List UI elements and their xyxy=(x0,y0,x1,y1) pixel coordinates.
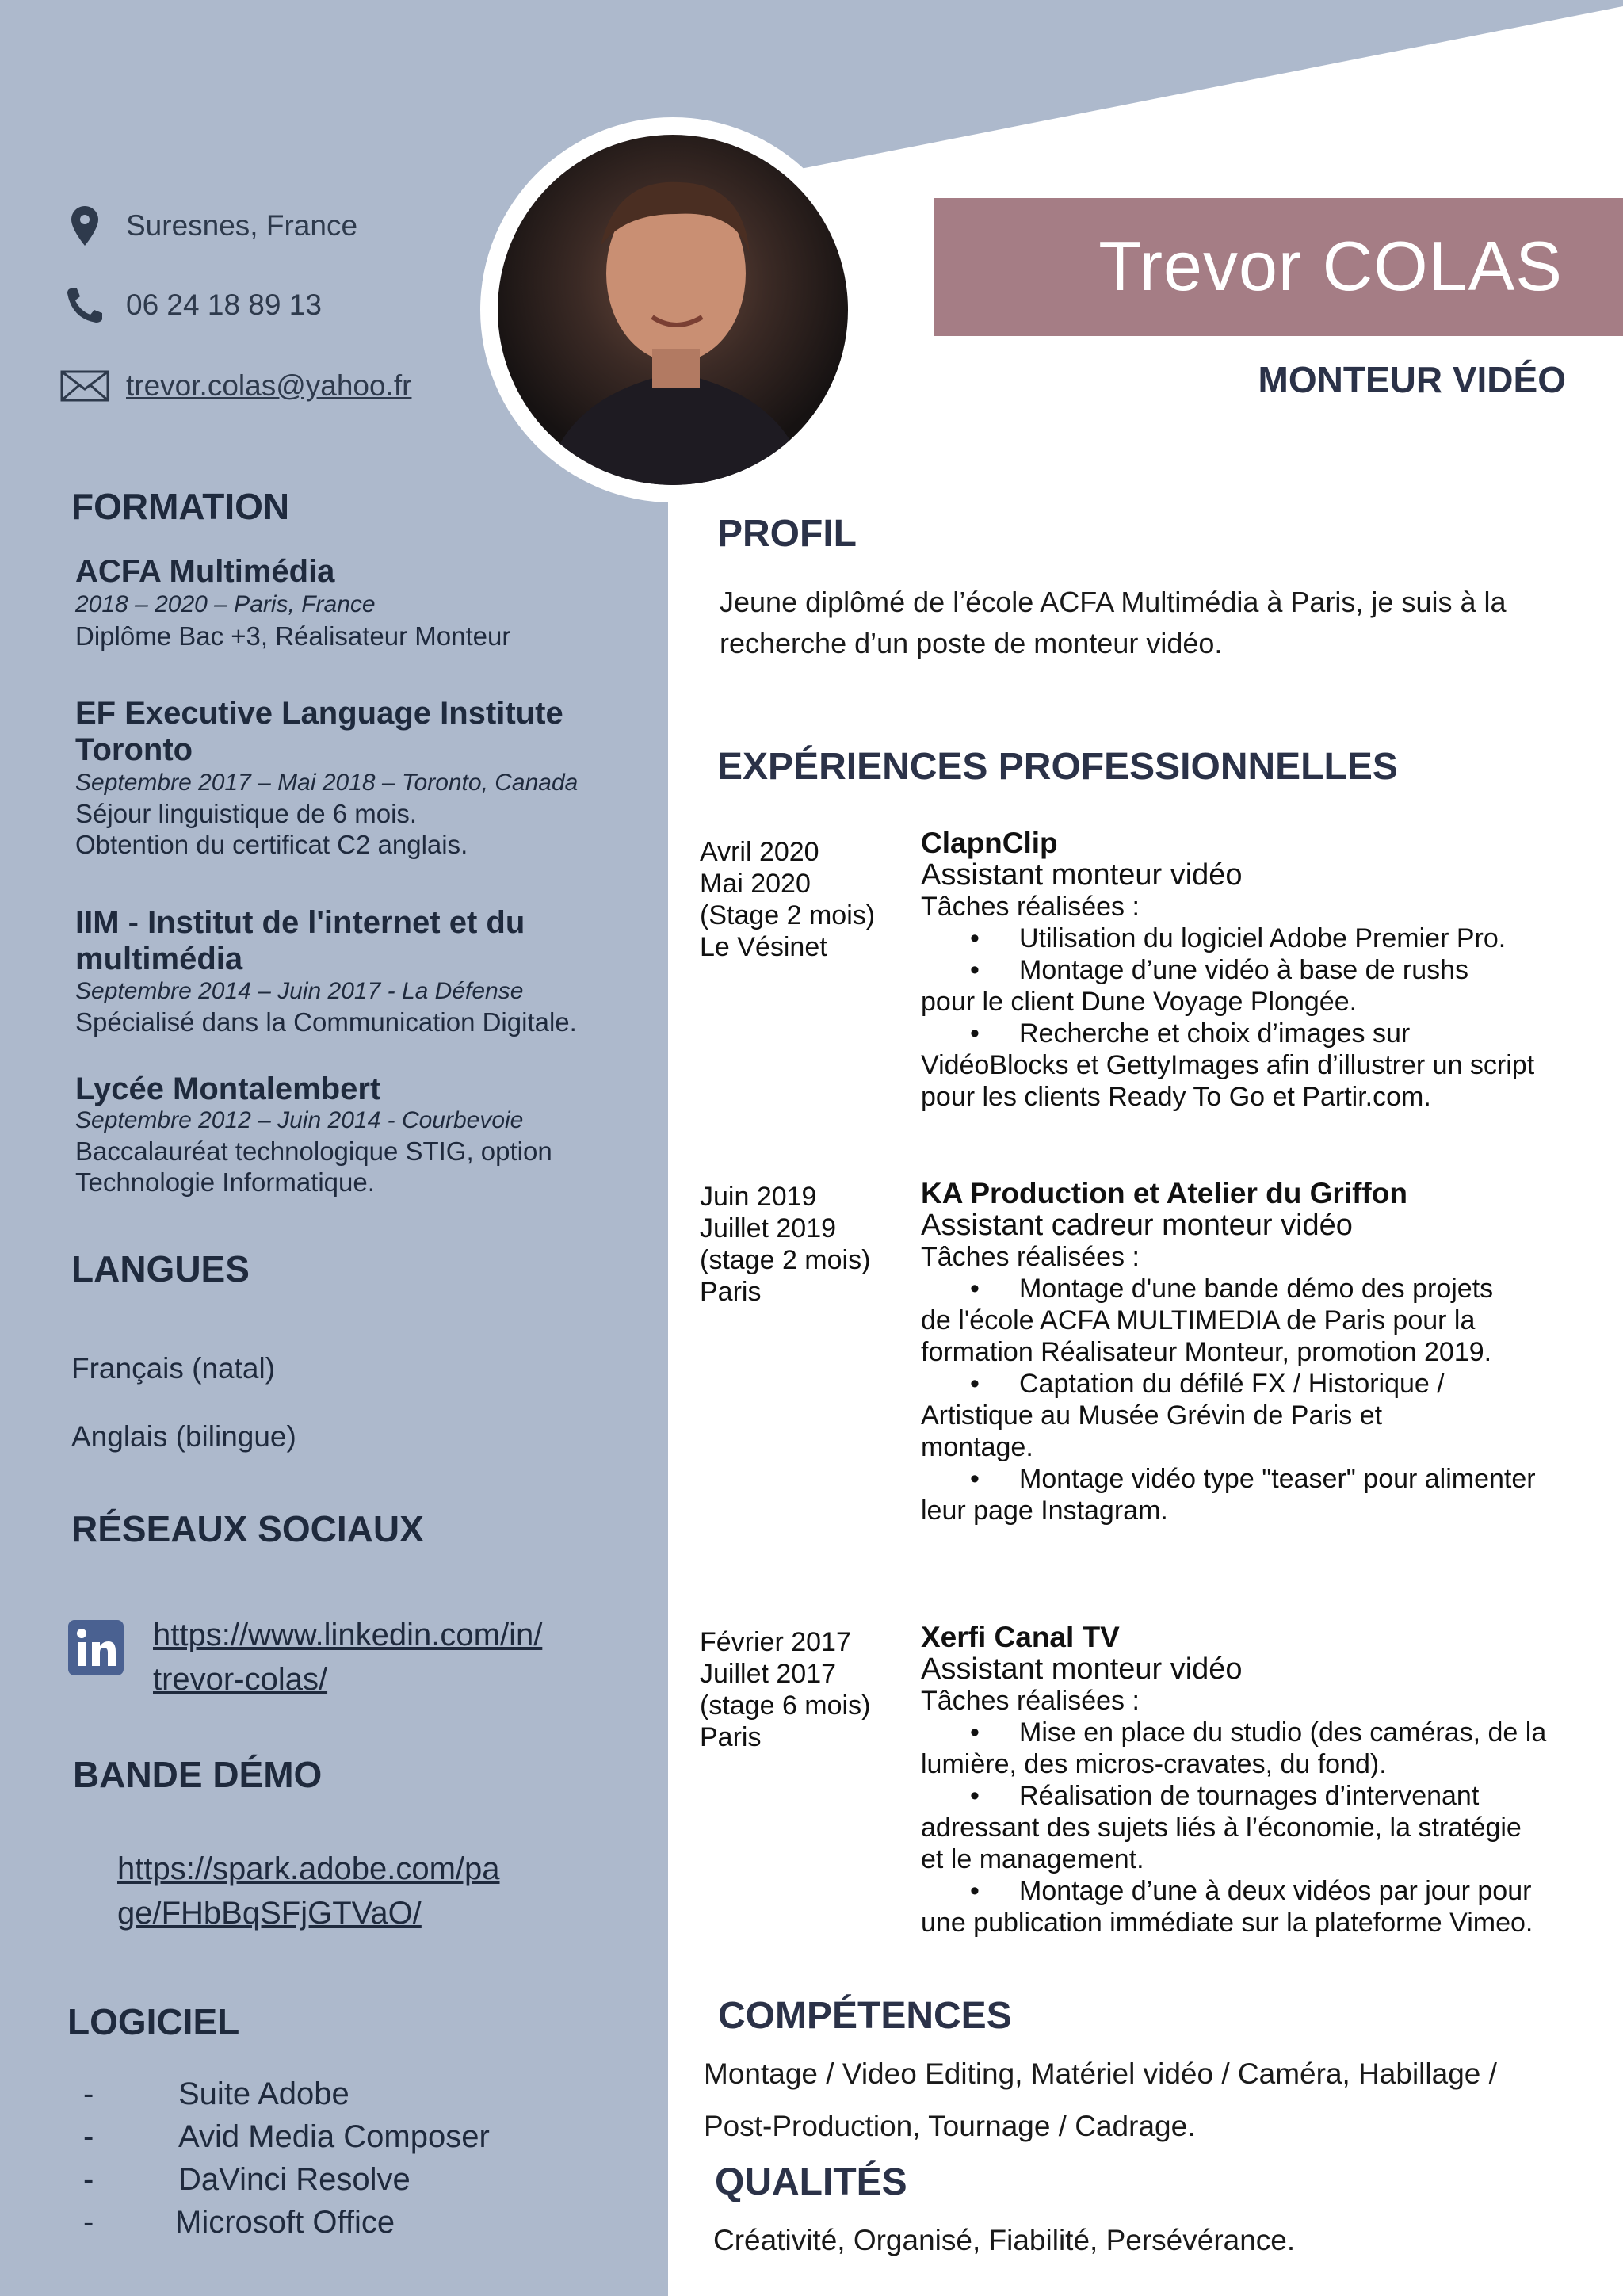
experience-date-line: (stage 6 mois) xyxy=(700,1690,871,1721)
experience-task-text: Captation du défilé FX / Historique / xyxy=(1019,1369,1445,1399)
experience-task-line xyxy=(921,1875,1571,1907)
bullet-icon: • xyxy=(970,923,980,953)
experience-task-list xyxy=(921,1717,1571,1939)
experience-task-line: une publication immédiate sur la plateforme Vimeo. xyxy=(921,1908,1533,1938)
experience-date-line: Avril 2020 xyxy=(700,837,819,867)
profil-line: Jeune diplômé de l’école ACFA Multimédia à Paris, je suis à la xyxy=(720,586,1507,618)
bullet-icon: • xyxy=(970,1464,980,1494)
profile-photo xyxy=(498,135,848,485)
experience-task-line xyxy=(921,1780,1571,1812)
experience-task-line xyxy=(921,1018,1571,1049)
experience-date-line: Le Vésinet xyxy=(700,932,827,962)
experience-task-text: Montage d'une bande démo des projets xyxy=(1019,1274,1494,1304)
experience-role: Assistant cadreur monteur vidéo xyxy=(921,1209,1353,1242)
software-label: Microsoft Office xyxy=(175,2205,395,2240)
experience-company: Xerfi Canal TV xyxy=(921,1621,1120,1653)
bullet-icon: • xyxy=(970,955,980,985)
experience-date-line: (stage 2 mois) xyxy=(700,1245,871,1275)
job-title: MONTEUR VIDÉO xyxy=(1258,359,1566,400)
profil-text xyxy=(720,582,1599,664)
linkedin-link-block[interactable] xyxy=(153,1613,542,1702)
phone-icon xyxy=(59,285,110,325)
experience-task-list xyxy=(921,923,1571,1113)
software-label: Suite Adobe xyxy=(178,2076,349,2111)
experience-task-line: lumière, des micros-cravates, du fond). xyxy=(921,1749,1387,1779)
experience-entry xyxy=(921,827,1571,1113)
formation-item-desc: Technologie Informatique. xyxy=(75,1167,375,1197)
top-wedge-shape xyxy=(0,0,1623,206)
contact-email xyxy=(59,362,411,410)
experience-task-line xyxy=(921,1717,1571,1748)
experience-task-line: de l'école ACFA MULTIMEDIA de Paris pour la xyxy=(921,1305,1476,1335)
bullet-icon: • xyxy=(970,1369,980,1399)
software-label: DaVinci Resolve xyxy=(178,2162,411,2197)
experience-task-line: Artistique au Musée Grévin de Paris et xyxy=(921,1400,1383,1431)
reseaux-heading: RÉSEAUX SOCIAUX xyxy=(71,1508,424,1549)
qualites-heading: QUALITÉS xyxy=(715,2161,907,2203)
experience-task-line: pour les clients Ready To Go et Partir.com. xyxy=(921,1082,1431,1112)
linkedin-link-line: trevor-colas/ xyxy=(153,1662,328,1697)
experience-task-line: et le management. xyxy=(921,1844,1144,1874)
experience-task-text: Réalisation de tournages d’intervenant xyxy=(1019,1781,1480,1811)
demo-link-line: ge/FHbBqSFjGTVaO/ xyxy=(117,1896,422,1931)
competences-line: Post-Production, Tournage / Cadrage. xyxy=(704,2110,1196,2142)
experience-task-line xyxy=(921,923,1571,954)
experience-dates xyxy=(700,836,906,963)
experience-task-line: formation Réalisateur Monteur, promotion 2019. xyxy=(921,1337,1492,1367)
formation-item-meta: Septembre 2017 – Mai 2018 – Toronto, Canada xyxy=(75,770,579,796)
experience-date-line: Juillet 2017 xyxy=(700,1659,837,1689)
software-dash: - xyxy=(83,2162,94,2197)
formation-item-meta: 2018 – 2020 – Paris, France xyxy=(75,591,376,617)
formation-item-desc: Séjour linguistique de 6 mois. xyxy=(75,799,418,828)
email-link[interactable]: trevor.colas@yahoo.fr xyxy=(126,369,412,402)
experience-date-line: (Stage 2 mois) xyxy=(700,900,876,930)
linkedin-link-line: https://www.linkedin.com/in/ xyxy=(153,1618,543,1652)
experience-tasks-label: Tâches réalisées : xyxy=(921,1242,1140,1272)
candidate-name: Trevor COLAS xyxy=(1098,227,1563,305)
experience-tasks-label: Tâches réalisées : xyxy=(921,1686,1140,1716)
demo-heading: BANDE DÉMO xyxy=(73,1754,323,1795)
competences-line: Montage / Video Editing, Matériel vidéo / Caméra, Habillage / xyxy=(704,2057,1497,2090)
software-item xyxy=(83,2162,411,2198)
experience-task-text: Montage vidéo type "teaser" pour alimenter xyxy=(1019,1464,1536,1494)
experience-date-line: Juin 2019 xyxy=(700,1182,817,1212)
experience-company: ClapnClip xyxy=(921,827,1058,859)
experience-date-line: Paris xyxy=(700,1277,762,1307)
bullet-icon: • xyxy=(970,1876,980,1906)
experience-task-text: Montage d’une vidéo à base de rushs xyxy=(1019,955,1469,985)
software-dash: - xyxy=(83,2205,94,2240)
experience-company: KA Production et Atelier du Griffon xyxy=(921,1177,1407,1209)
experience-task-line xyxy=(921,1368,1571,1400)
experience-task-text: Recherche et choix d’images sur xyxy=(1019,1018,1411,1049)
formation-item-name: ACFA Multimédia xyxy=(75,554,335,589)
experience-task-line: pour le client Dune Voyage Plongée. xyxy=(921,987,1358,1017)
bullet-icon: • xyxy=(970,1717,980,1748)
experience-dates xyxy=(700,1181,906,1308)
formation-item-desc: Obtention du certificat C2 anglais. xyxy=(75,830,468,859)
experience-role: Assistant monteur vidéo xyxy=(921,1652,1243,1686)
contact-phone xyxy=(59,281,322,329)
experience-task-list xyxy=(921,1273,1571,1526)
experience-entry xyxy=(921,1622,1571,1939)
experiences-heading: EXPÉRIENCES PROFESSIONNELLES xyxy=(717,746,1398,788)
software-dash: - xyxy=(83,2119,94,2154)
experience-date-line: Février 2017 xyxy=(700,1627,851,1657)
formation-item-name: EF Executive Language Institute Toronto xyxy=(75,696,563,767)
qualites-text: Créativité, Organisé, Fiabilité, Persévérance. xyxy=(713,2224,1296,2256)
bullet-icon: • xyxy=(970,1781,980,1811)
profil-heading: PROFIL xyxy=(717,513,857,555)
phone-text: 06 24 18 89 13 xyxy=(126,288,322,321)
location-text: Suresnes, France xyxy=(126,209,358,242)
formation-item-desc: Spécialisé dans la Communication Digitale. xyxy=(75,1007,577,1037)
competences-heading: COMPÉTENCES xyxy=(718,1995,1012,2037)
software-dash: - xyxy=(83,2076,94,2111)
experience-task-line: adressant des sujets liés à l’économie, la stratégie xyxy=(921,1813,1522,1843)
formation-item-name: IIM - Institut de l'internet et du multimédia xyxy=(75,905,525,976)
competences-text xyxy=(704,2048,1607,2153)
experience-task-line xyxy=(921,1463,1571,1495)
experience-task-text: Montage d’une à deux vidéos par jour pour xyxy=(1019,1876,1532,1906)
formation-item-desc: Baccalauréat technologique STIG, option xyxy=(75,1137,552,1166)
formation-heading: FORMATION xyxy=(71,486,290,527)
software-label: Avid Media Composer xyxy=(178,2119,490,2154)
software-item xyxy=(83,2205,395,2241)
experience-dates xyxy=(700,1626,906,1753)
language-item: Français (natal) xyxy=(71,1352,276,1385)
formation-item-meta: Septembre 2014 – Juin 2017 - La Défense xyxy=(75,978,524,1004)
formation-item-desc: Diplôme Bac +3, Réalisateur Monteur xyxy=(75,621,511,651)
formation-item-name: Lycée Montalembert xyxy=(75,1072,381,1106)
experience-task-line xyxy=(921,954,1571,986)
software-item xyxy=(83,2076,349,2112)
linkedin-link[interactable] xyxy=(153,1618,542,1697)
experience-task-line: leur page Instagram. xyxy=(921,1496,1168,1526)
demo-link-line: https://spark.adobe.com/pa xyxy=(117,1851,500,1886)
experience-entry xyxy=(921,1178,1571,1526)
demo-link[interactable] xyxy=(117,1851,500,1931)
linkedin-icon[interactable] xyxy=(68,1620,124,1675)
demo-link-block[interactable] xyxy=(117,1847,500,1935)
experience-task-line: montage. xyxy=(921,1432,1033,1462)
experience-task-line xyxy=(921,1273,1571,1305)
logiciel-heading: LOGICIEL xyxy=(67,2001,240,2042)
bullet-icon: • xyxy=(970,1018,980,1049)
mail-icon xyxy=(59,366,110,406)
experience-role: Assistant monteur vidéo xyxy=(921,858,1243,892)
formation-item-meta: Septembre 2012 – Juin 2014 - Courbevoie xyxy=(75,1107,524,1133)
experience-date-line: Mai 2020 xyxy=(700,869,811,899)
profil-line: recherche d’un poste de monteur vidéo. xyxy=(720,627,1223,659)
experience-task-text: Utilisation du logiciel Adobe Premier Pro. xyxy=(1019,923,1507,953)
location-pin-icon xyxy=(59,206,110,246)
experience-date-line: Juillet 2019 xyxy=(700,1213,837,1244)
experience-tasks-label: Tâches réalisées : xyxy=(921,892,1140,922)
langues-heading: LANGUES xyxy=(71,1248,250,1289)
experience-date-line: Paris xyxy=(700,1722,762,1752)
bullet-icon: • xyxy=(970,1274,980,1304)
language-item: Anglais (bilingue) xyxy=(71,1420,296,1453)
software-item xyxy=(83,2119,490,2155)
contact-location xyxy=(59,202,357,250)
experience-task-text: Mise en place du studio (des caméras, de la xyxy=(1019,1717,1547,1748)
experience-task-line: VidéoBlocks et GettyImages afin d’illustrer un script xyxy=(921,1050,1535,1080)
